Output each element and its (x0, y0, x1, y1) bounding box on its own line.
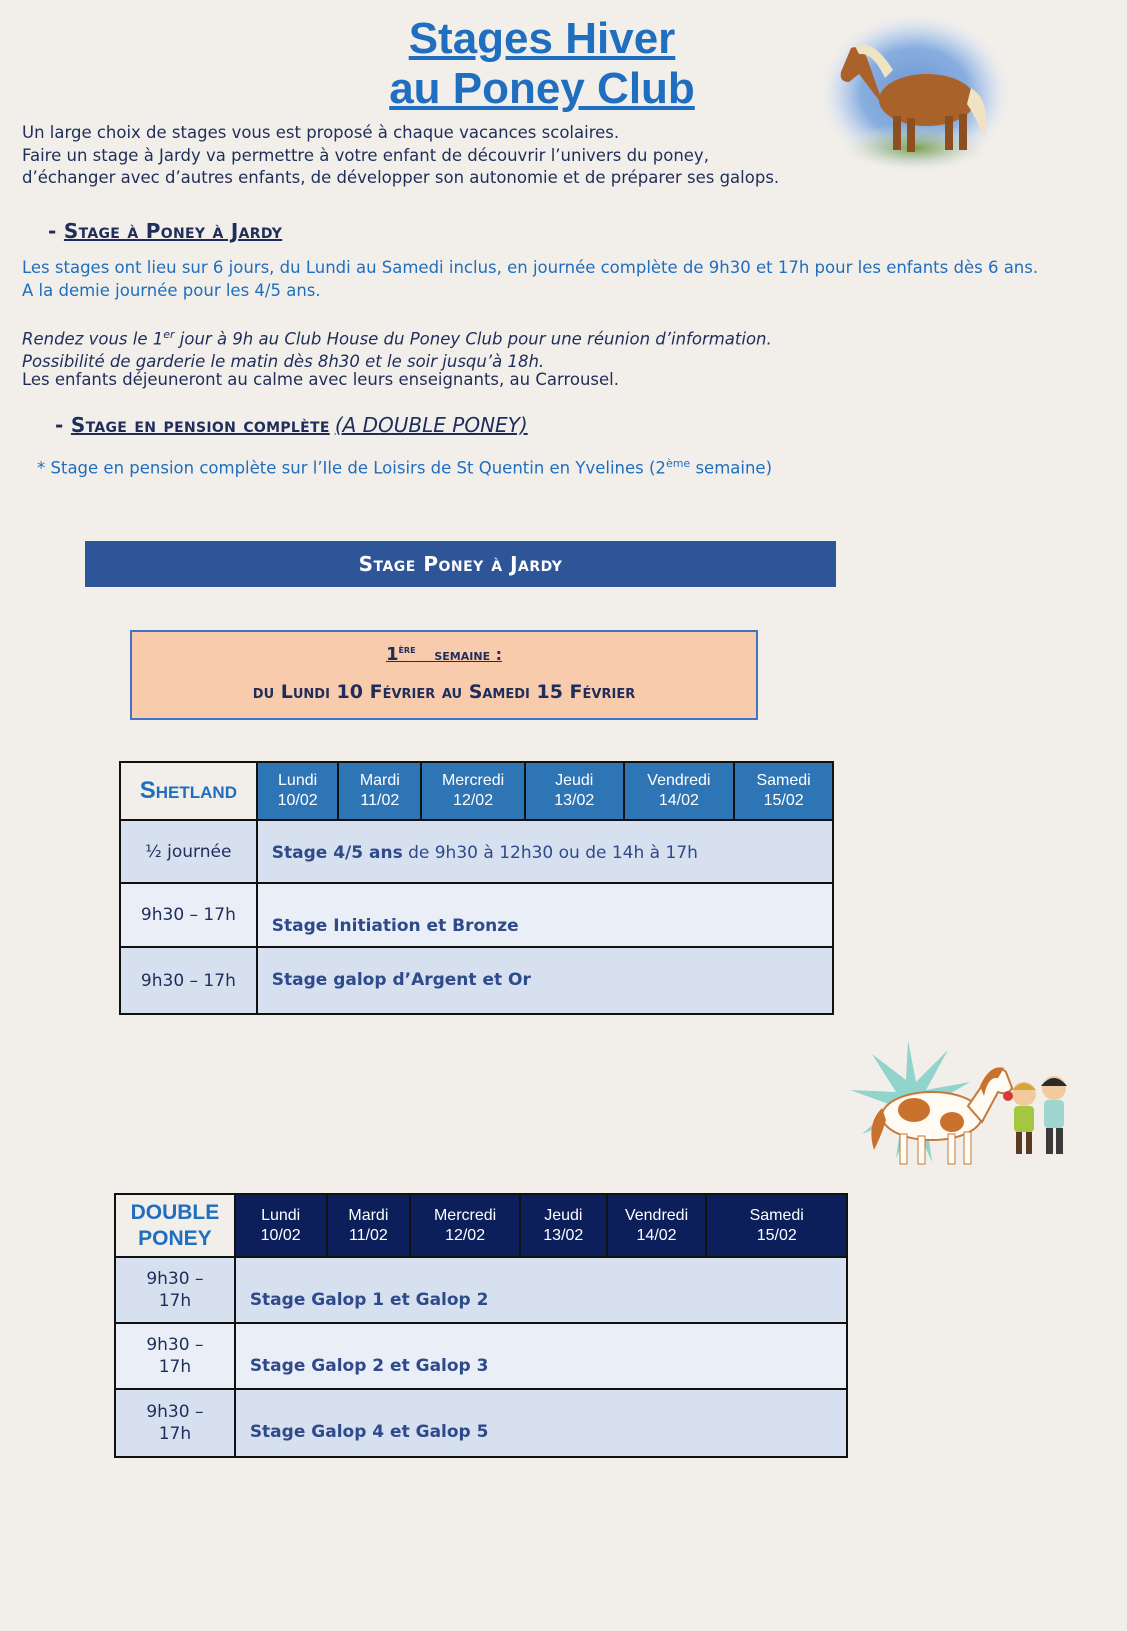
row-label: 9h30 – 17h (115, 1257, 235, 1323)
row-label: 9h30 – 17h (115, 1323, 235, 1389)
day-header: Vendredi 14/02 (624, 762, 735, 820)
row-label: ½ journée (120, 820, 257, 883)
section-heading-jardy (48, 219, 282, 243)
day-header: Mardi 11/02 (327, 1194, 411, 1257)
stage-info-line: Les stages ont lieu sur 6 jours, du Lundi au Samedi inclus, en journée complète de 9h30 et 17h pour les enfants dès 6 ans. (22, 258, 1039, 277)
horse-photo (815, 8, 1015, 178)
page-title-line1: Stages Hiver (408, 14, 676, 63)
heading-dash: - (55, 413, 71, 437)
day-header: Samedi 15/02 (734, 762, 833, 820)
table-row (120, 883, 833, 947)
row-content: Stage Initiation et Bronze (257, 883, 833, 947)
pony-kids-illustration (848, 1038, 1078, 1170)
day-header: Mardi 11/02 (338, 762, 421, 820)
table-row (120, 947, 833, 1014)
heading-text: Stage à Poney à Jardy (63, 219, 283, 243)
day-header: Vendredi 14/02 (607, 1194, 707, 1257)
day-header: Lundi 10/02 (235, 1194, 327, 1257)
row-label: 9h30 – 17h (120, 947, 257, 1014)
stage-info (22, 257, 1038, 302)
table-corner: DOUBLE PONEY (115, 1194, 235, 1257)
row-label: 9h30 – 17h (120, 883, 257, 947)
page-title-line2: au Poney Club (389, 64, 695, 113)
row-content: Stage Galop 1 et Galop 2 (235, 1257, 847, 1323)
stage-info-line: A la demie journée pour les 4/5 ans. (22, 280, 321, 300)
row-content: Stage Galop 4 et Galop 5 (235, 1389, 847, 1457)
rdv-line: Rendez vous le 1er jour à 9h au Club House du Poney Club pour une réunion d’information. (22, 328, 772, 349)
table-row (120, 820, 833, 883)
table-row (115, 1389, 847, 1457)
table-row (115, 1257, 847, 1323)
row-content: Stage 4/5 ans de 9h30 à 12h30 ou de 14h à 17h (257, 820, 833, 883)
day-header: Jeudi 13/02 (525, 762, 624, 820)
stage-banner: Stage Poney à Jardy (85, 541, 836, 587)
day-header: Lundi 10/02 (257, 762, 339, 820)
intro-line: Un large choix de stages vous est proposé à chaque vacances scolaires. (22, 123, 620, 142)
day-header: Samedi 15/02 (706, 1194, 847, 1257)
section-heading-pension (55, 413, 528, 437)
week-dates: du Lundi 10 Février au Samedi 15 Février (252, 681, 636, 703)
row-content: Stage Galop 2 et Galop 3 (235, 1323, 847, 1389)
heading-dash: - (48, 219, 64, 243)
garderie-line: Possibilité de garderie le matin dès 8h30 et le soir jusqu’à 18h. (22, 352, 545, 371)
intro-text (22, 122, 779, 190)
row-content: Stage galop d’Argent et Or (257, 947, 833, 1014)
day-header: Jeudi 13/02 (520, 1194, 607, 1257)
intro-line: Faire un stage à Jardy va permettre à votre enfant de découvrir l’univers du poney, (22, 145, 709, 165)
day-header: Mercredi 12/02 (410, 1194, 520, 1257)
day-header: Mercredi 12/02 (421, 762, 525, 820)
schedule-table-shetland (119, 761, 834, 1015)
row-label: 9h30 – 17h (115, 1389, 235, 1457)
heading-extra: (A DOUBLE PONEY) (334, 413, 528, 437)
week-box (130, 630, 758, 720)
table-corner: Shetland (120, 762, 257, 820)
heading-text: Stage en pension complète (70, 413, 330, 437)
rdv-text (22, 324, 772, 374)
pension-note: * Stage en pension complète sur l’Ile de Loisirs de St Quentin en Yvelines (2ème semaine) (37, 457, 773, 478)
table-row (115, 1323, 847, 1389)
week-title: 1ère semaine : (385, 642, 503, 665)
dejeuner-line: Les enfants déjeuneront au calme avec leurs enseignants, au Carrousel. (22, 370, 620, 389)
schedule-table-double-poney (114, 1193, 848, 1458)
intro-line: d’échanger avec d’autres enfants, de développer son autonomie et de préparer ses galops. (22, 168, 780, 187)
